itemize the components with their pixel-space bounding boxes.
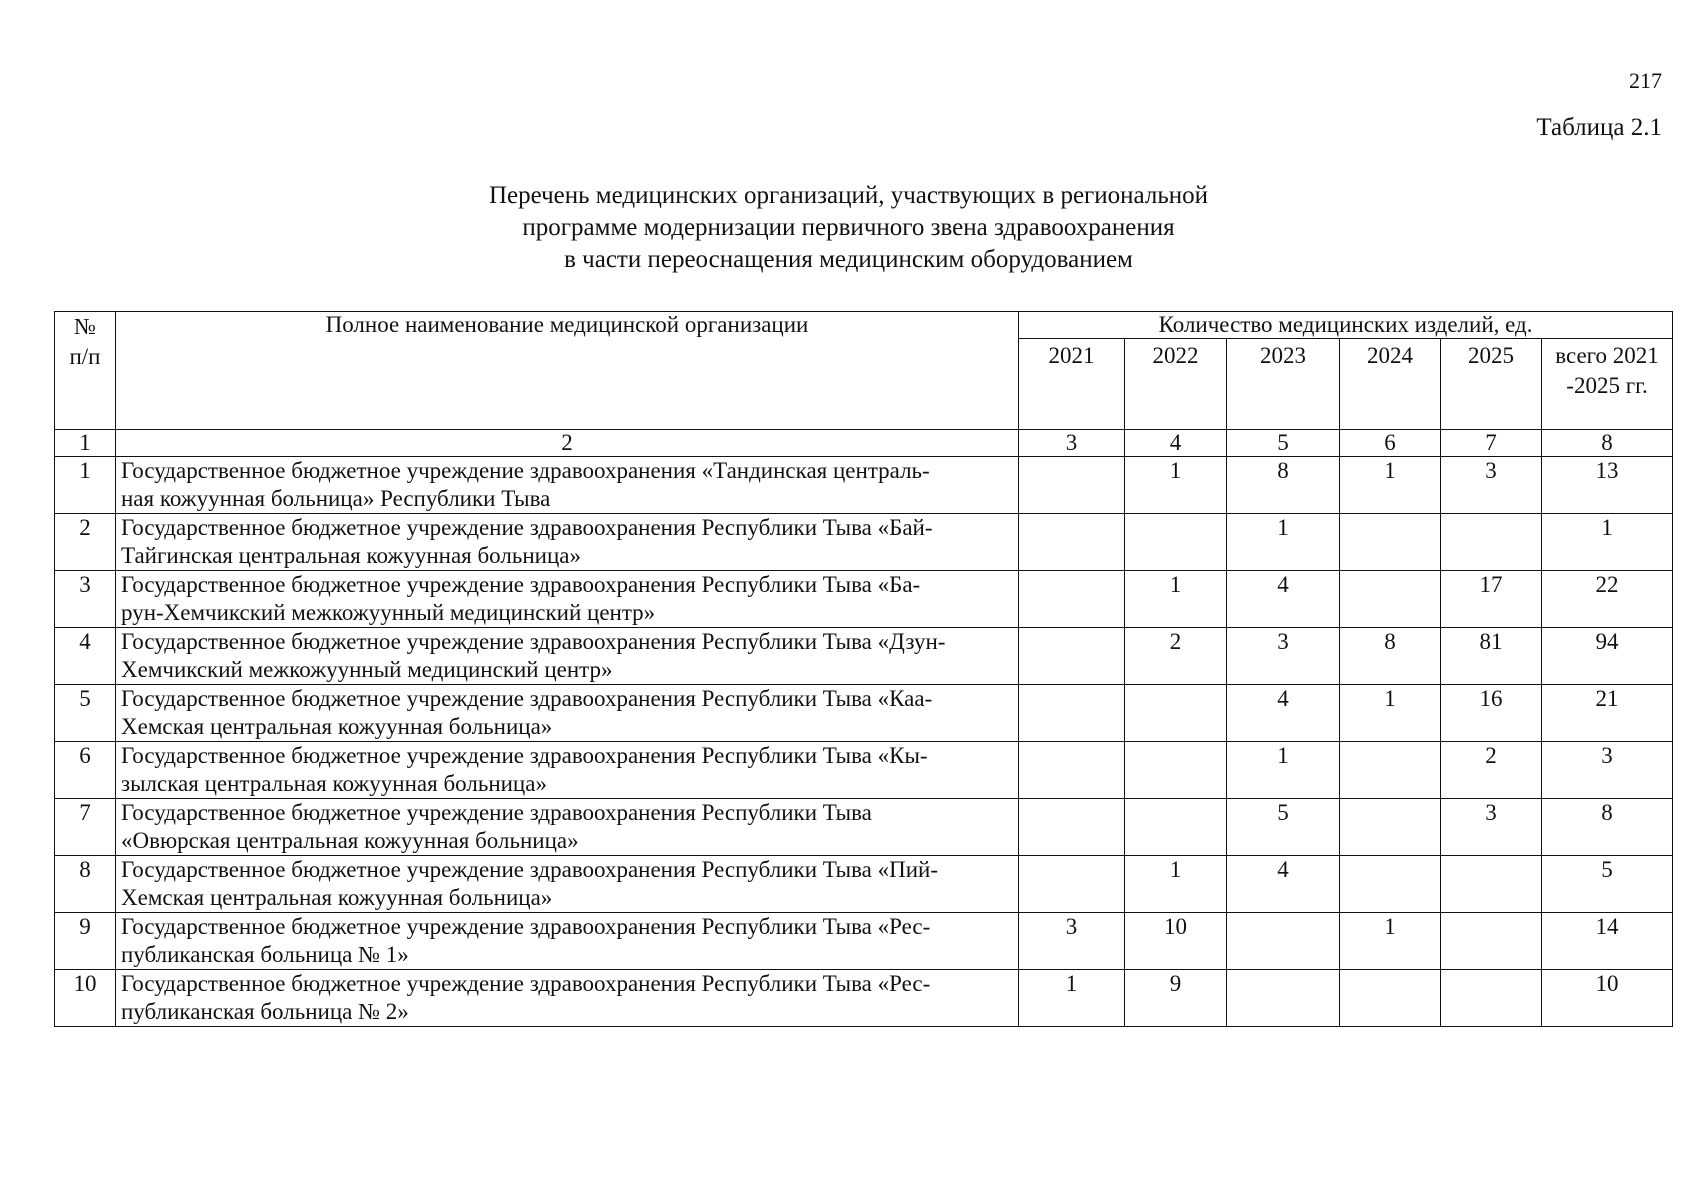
row-number: 6 [55,742,116,799]
qty-2025: 17 [1441,571,1542,628]
qty-2022 [1125,742,1227,799]
qty-2023: 4 [1227,685,1340,742]
row-number: 4 [55,628,116,685]
qty-2024 [1340,514,1441,571]
qty-2021 [1019,685,1125,742]
qty-2023 [1227,913,1340,970]
qty-2024: 1 [1340,913,1441,970]
row-number: 5 [55,685,116,742]
row-number: 8 [55,856,116,913]
qty-2021: 1 [1019,970,1125,1027]
qty-2022: 1 [1125,571,1227,628]
qty-2021 [1019,799,1125,856]
qty-2025: 81 [1441,628,1542,685]
qty-2022: 1 [1125,856,1227,913]
header-org-name: Полное наименование медицинской организации [116,312,1019,430]
qty-2024 [1340,571,1441,628]
qty-2025: 3 [1441,799,1542,856]
qty-2024: 8 [1340,628,1441,685]
table-row [55,913,1673,970]
row-number: 10 [55,970,116,1027]
qty-2023: 4 [1227,571,1340,628]
table-row [55,628,1673,685]
table-label: Таблица 2.1 [1536,114,1662,141]
row-number: 7 [55,799,116,856]
org-name: Государственное бюджетное учреждение здравоохранения Республики Тыва «Бай- Тайгинская центральная кожуунная больница» [116,514,1019,571]
qty-2023: 1 [1227,742,1340,799]
qty-total: 10 [1542,970,1673,1027]
qty-2022: 9 [1125,970,1227,1027]
org-name: Государственное бюджетное учреждение здравоохранения Республики Тыва «Каа- Хемская центральная кожуунная больница» [116,685,1019,742]
qty-2021 [1019,856,1125,913]
qty-2024 [1340,799,1441,856]
qty-total: 21 [1542,685,1673,742]
col-number-2: 2 [116,430,1019,457]
qty-2025 [1441,913,1542,970]
qty-total: 3 [1542,742,1673,799]
qty-2024: 1 [1340,685,1441,742]
col-number-7: 7 [1441,430,1542,457]
table-row [55,742,1673,799]
col-number-8: 8 [1542,430,1673,457]
qty-2024 [1340,970,1441,1027]
row-number: 1 [55,457,116,514]
qty-total: 13 [1542,457,1673,514]
row-number: 3 [55,571,116,628]
qty-2021 [1019,514,1125,571]
col-number-1: 1 [55,430,116,457]
qty-2021 [1019,457,1125,514]
header-year-2023: 2023 [1227,339,1340,430]
qty-2024 [1340,856,1441,913]
title-line-1: Перечень медицинских организаций, участвующих в региональной [488,182,1209,209]
org-name: Государственное бюджетное учреждение здравоохранения Республики Тыва «Ба- рун-Хемчикский межкожуунный медицинский центр» [116,571,1019,628]
qty-2022 [1125,514,1227,571]
header-total: всего 2021 -2025 гг. [1542,339,1673,430]
qty-2023: 3 [1227,628,1340,685]
qty-2024 [1340,742,1441,799]
row-number: 9 [55,913,116,970]
qty-2023 [1227,970,1340,1027]
title-line-2: программе модернизации первичного звена здравоохранения [522,214,1175,241]
org-name: Государственное бюджетное учреждение здравоохранения Республики Тыва «Рес- публиканская больница № 1» [116,913,1019,970]
qty-2023: 4 [1227,856,1340,913]
org-name: Государственное бюджетное учреждение здравоохранения Республики Тыва «Дзун- Хемчикский межкожуунный медицинский центр» [116,628,1019,685]
qty-2025: 2 [1441,742,1542,799]
qty-2021 [1019,571,1125,628]
qty-2021: 3 [1019,913,1125,970]
table-row [55,571,1673,628]
qty-2022: 10 [1125,913,1227,970]
qty-total: 94 [1542,628,1673,685]
qty-total: 5 [1542,856,1673,913]
qty-2025 [1441,514,1542,571]
org-name: Государственное бюджетное учреждение здравоохранения Республики Тыва «Пий- Хемская центральная кожуунная больница» [116,856,1019,913]
qty-2025 [1441,856,1542,913]
title-line-3: в части переоснащения медицинским оборудованием [564,246,1133,273]
table-body [55,457,1673,1027]
qty-2021 [1019,628,1125,685]
qty-2023: 8 [1227,457,1340,514]
qty-2022 [1125,799,1227,856]
qty-2022: 2 [1125,628,1227,685]
table-row [55,685,1673,742]
organizations-table [54,311,1673,1027]
qty-total: 14 [1542,913,1673,970]
org-name: Государственное бюджетное учреждение здравоохранения Республики Тыва «Кы- зылская центральная кожуунная больница» [116,742,1019,799]
header-year-2021: 2021 [1019,339,1125,430]
table-row [55,799,1673,856]
qty-total: 1 [1542,514,1673,571]
qty-total: 22 [1542,571,1673,628]
org-name: Государственное бюджетное учреждение здравоохранения Республики Тыва «Овюрская центральная кожуунная больница» [116,799,1019,856]
table-row [55,457,1673,514]
qty-2025: 16 [1441,685,1542,742]
header-year-2022: 2022 [1125,339,1227,430]
qty-2025: 3 [1441,457,1542,514]
header-year-2024: 2024 [1340,339,1441,430]
qty-2024: 1 [1340,457,1441,514]
qty-2022 [1125,685,1227,742]
row-number: 2 [55,514,116,571]
col-number-6: 6 [1340,430,1441,457]
qty-2022: 1 [1125,457,1227,514]
qty-total: 8 [1542,799,1673,856]
org-name: Государственное бюджетное учреждение здравоохранения Республики Тыва «Рес- публиканская больница № 2» [116,970,1019,1027]
table-row [55,970,1673,1027]
header-num: № п/п [55,312,116,430]
qty-2023: 5 [1227,799,1340,856]
header-year-2025: 2025 [1441,339,1542,430]
qty-2021 [1019,742,1125,799]
col-number-3: 3 [1019,430,1125,457]
table-row [55,514,1673,571]
col-number-4: 4 [1125,430,1227,457]
document-title [0,180,1697,276]
qty-2023: 1 [1227,514,1340,571]
table-row [55,856,1673,913]
col-number-5: 5 [1227,430,1340,457]
qty-2025 [1441,970,1542,1027]
page-number: 217 [1629,68,1662,93]
header-quantity: Количество медицинских изделий, ед. [1019,312,1673,339]
org-name: Государственное бюджетное учреждение здравоохранения «Тандинская централь- ная кожуунная больница» Республики Тыва [116,457,1019,514]
